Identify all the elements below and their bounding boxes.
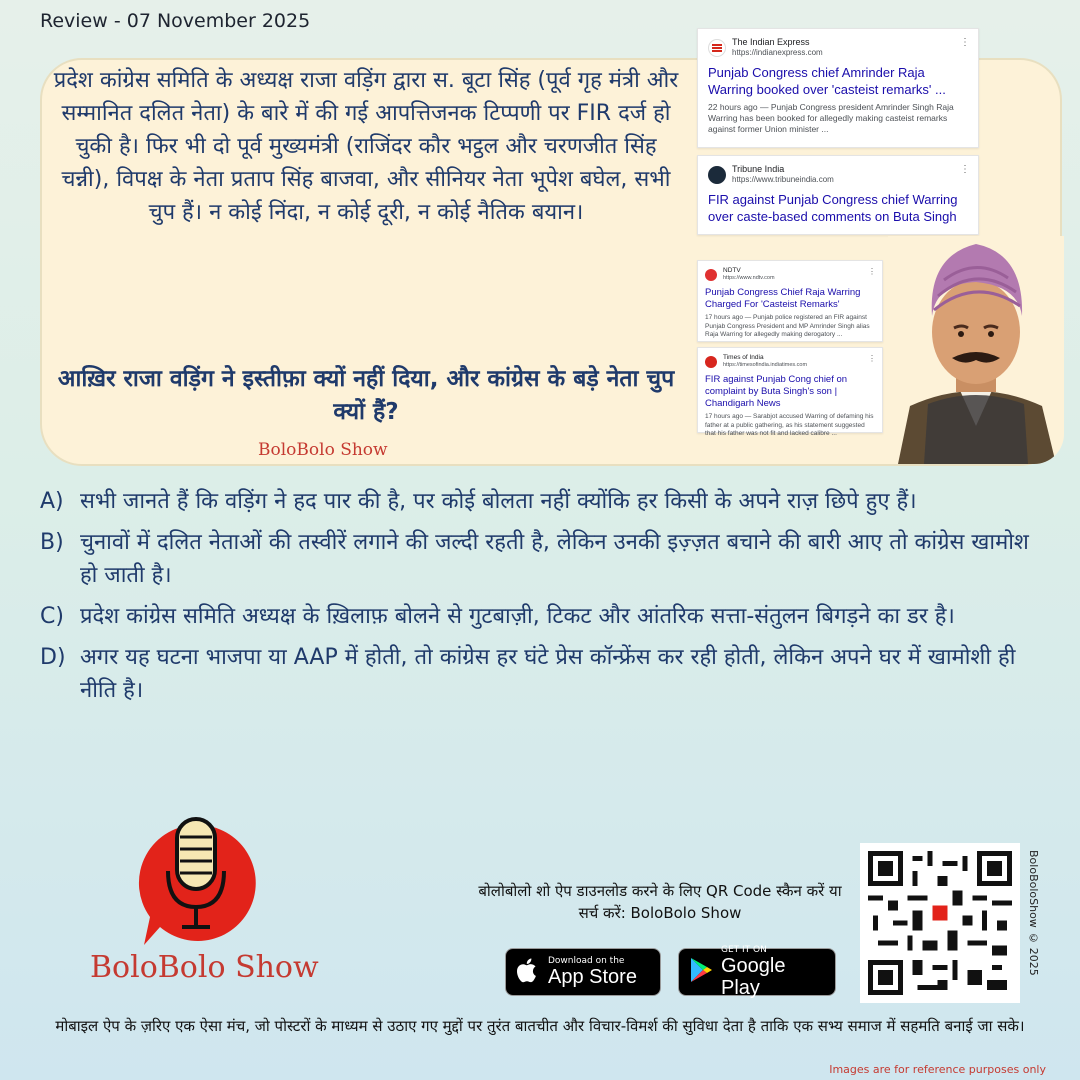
news-title[interactable]: Punjab Congress chief Amrinder Raja Warring booked over 'casteist remarks' ... [708, 65, 946, 97]
app-store-small-text: Download on the [548, 956, 625, 966]
news-card-tribune[interactable] [697, 155, 979, 235]
news-url: https://www.tribuneindia.com [732, 175, 834, 184]
headline-question: आख़िर राजा वड़िंग ने इस्तीफ़ा क्यों नहीं दिया, और कांग्रेस के बड़े नेता चुप क्यों हैं? [57, 366, 675, 425]
google-play-label: Google Play [721, 955, 786, 999]
option-letter: D) [40, 645, 66, 670]
news-url: https://www.ndtv.com [723, 275, 775, 281]
news-card-indian-express[interactable] [697, 28, 979, 148]
brand-watermark: BoloBolo Show [258, 440, 388, 460]
news-title[interactable]: FIR against Punjab Congress chief Warring over caste-based comments on Buta Singh [708, 192, 958, 224]
news-card-times-of-india[interactable] [697, 347, 883, 437]
qr-code-icon [868, 851, 1012, 995]
more-icon[interactable]: ⋮ [868, 267, 876, 276]
option-text: चुनावों में दलित नेताओं की तस्वीरें लगाने की जल्दी रहती है, लेकिन उनकी इज़्ज़त बचाने की बारी आए तो कांग्रेस खामोश हो जाती है। [80, 530, 1029, 588]
portrait-illustration [888, 236, 1064, 464]
more-icon[interactable]: ⋮ [960, 37, 970, 48]
news-url: https://timesofindia.indiatimes.com [723, 362, 808, 368]
news-title[interactable]: FIR against Punjab Cong chief on complaint by Buta Singh's son | Chandigarh News [705, 374, 848, 409]
indian-express-logo-icon [708, 39, 726, 57]
apple-icon [516, 956, 540, 988]
news-source: Tribune India [732, 164, 785, 174]
option-b[interactable] [40, 526, 1050, 592]
news-card-ndtv[interactable] [697, 260, 883, 342]
brand-name: BoloBolo Show [90, 950, 319, 985]
news-source: NDTV [723, 267, 741, 274]
app-store-label: App Store [548, 966, 637, 988]
google-play-icon [689, 957, 713, 987]
google-play-button[interactable] [678, 945, 836, 999]
microphone-logo-icon [130, 815, 260, 950]
news-snippet: 17 hours ago — Sarabjot accused Warring of defaming his father at a public gathering, as his statement suggested that his father was not fit and lacked calibre ... [705, 413, 874, 437]
answer-options [40, 485, 1050, 715]
more-icon[interactable]: ⋮ [868, 354, 876, 363]
news-url: https://indianexpress.com [732, 48, 823, 57]
news-source: Times of India [723, 354, 764, 361]
option-letter: C) [40, 604, 64, 629]
more-icon[interactable]: ⋮ [960, 164, 970, 175]
toi-logo-icon [705, 356, 717, 368]
news-snippet: 22 hours ago — Punjab Congress president Amrinder Singh Raja Warring has been booked for allegedly making casteist remarks against former Union minister ... [708, 102, 954, 134]
option-a[interactable] [40, 485, 1050, 518]
google-play-small-text: GET IT ON [721, 945, 767, 955]
option-letter: A) [40, 489, 64, 514]
qr-code[interactable] [860, 843, 1020, 1003]
review-date: Review - 07 November 2025 [40, 10, 311, 32]
copyright-notice: BoloBoloShow © 2025 [1027, 850, 1040, 976]
news-title[interactable]: Punjab Congress Chief Raja Warring Charged For 'Casteist Remarks' [705, 287, 861, 310]
option-letter: B) [40, 530, 64, 555]
app-download-cta: बोलोबोलो शो ऐप डाउनलोड करने के लिए QR Code स्कैन करें या सर्च करें: BoloBolo Show [478, 882, 842, 922]
news-snippet: 17 hours ago — Punjab police registered an FIR against Punjab Congress President and MP Amrinder Singh alias Raja Warring for allegedly making derogatory ... [705, 314, 870, 338]
disclaimer: Images are for reference purposes only [829, 1063, 1046, 1076]
app-store-button[interactable] [505, 948, 661, 996]
option-text: अगर यह घटना भाजपा या AAP में होती, तो कांग्रेस हर घंटे प्रेस कॉन्फ्रेंस कर रही होती, लेकिन अपने घर में खामोशी ही नीति है। [80, 645, 1016, 703]
headline-body: प्रदेश कांग्रेस समिति के अध्यक्ष राजा वड़िंग द्वारा स. बूटा सिंह (पूर्व गृह मंत्री और सम्मानित दलित नेता) के बारे में की गई आपत्तिजनक टिप्पणी पर FIR दर्ज हो चुकी है। फिर भी दो पूर्व मुख्यमंत्री (राजिंदर कौर भट्ठल और चरणजीत सिंह चन्नी), विपक्ष के नेता प्रताप सिंह बाजवा, और सीनियर नेता भूपेश बघेल, सभी चुप हैं। न कोई निंदा, न कोई दूरी, न कोई नैतिक बयान। [53, 68, 679, 225]
mission-statement: मोबाइल ऐप के ज़रिए एक ऐसा मंच, जो पोस्टरों के माध्यम से उठाए गए मुद्दों पर तुरंत बातचीत और विचार-विमर्श की सुविधा देता है ताकि एक सभ्य समाज में सहमति बनाई जा सके। [55, 1017, 1025, 1035]
news-source: The Indian Express [732, 37, 810, 47]
option-d[interactable] [40, 641, 1050, 707]
option-text: प्रदेश कांग्रेस समिति अध्यक्ष के ख़िलाफ़ बोलने से गुटबाज़ी, टिकट और आंतरिक सत्ता-संतुलन बिगड़ने का डर है। [80, 604, 955, 629]
option-text: सभी जानते हैं कि वड़िंग ने हद पार की है, पर कोई बोलता नहीं क्योंकि हर किसी के अपने राज़ छिपे हुए हैं। [80, 489, 917, 514]
ndtv-logo-icon [705, 269, 717, 281]
option-c[interactable] [40, 600, 1050, 633]
tribune-logo-icon [708, 166, 726, 184]
